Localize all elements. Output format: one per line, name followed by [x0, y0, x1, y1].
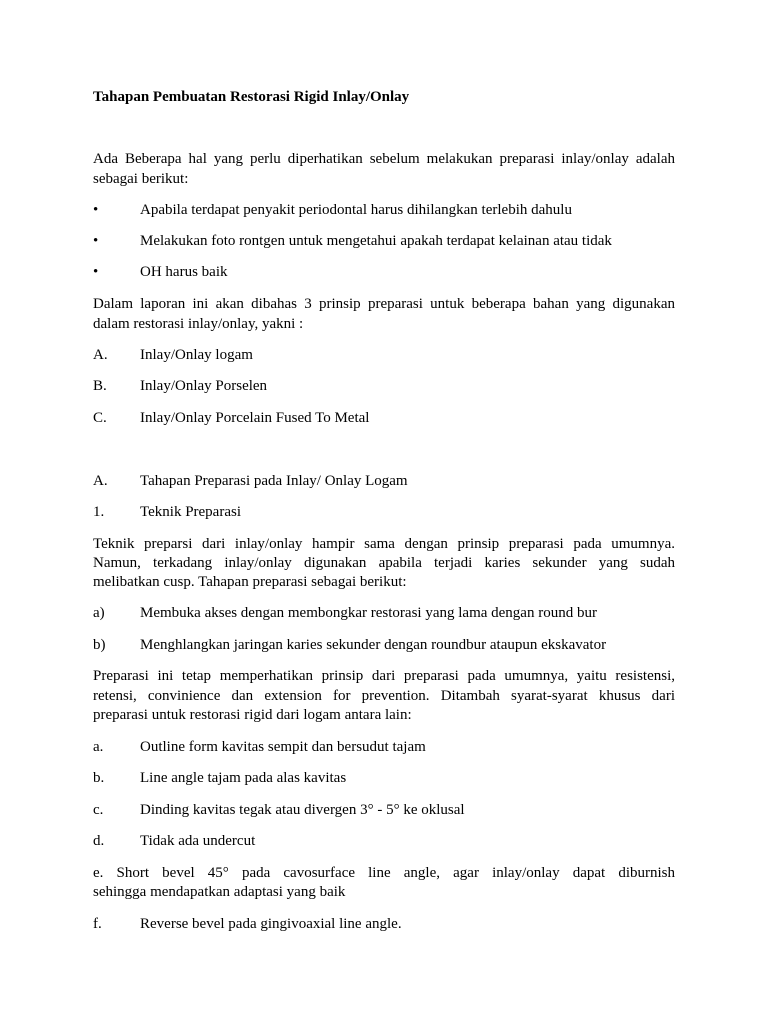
list-text-line-1: e. Short bevel 45° pada cavosurface line angle, agar inlay/onlay dapat diburnish: [93, 865, 675, 881]
list-text: Inlay/Onlay Porcelain Fused To Metal: [140, 410, 370, 426]
list-text: Inlay/Onlay Porselen: [140, 378, 268, 394]
list-marker: a.: [93, 739, 104, 755]
technique-paragraph-line-3: melibatkan cusp. Tahapan preparasi sebagai berikut:: [93, 574, 407, 590]
list-marker: A.: [93, 347, 108, 363]
principle-paragraph-line-2: retensi, convinience dan extension for prevention. Ditambah syarat-syarat khusus dari: [93, 688, 675, 704]
list-marker: d.: [93, 833, 105, 849]
list-text: Tidak ada undercut: [140, 833, 256, 849]
list-marker: c.: [93, 802, 104, 818]
bullet-text: Melakukan foto rontgen untuk mengetahui apakah terdapat kelainan atau tidak: [140, 233, 612, 249]
list-marker: f.: [93, 916, 102, 932]
section-marker: A.: [93, 473, 108, 489]
principle-paragraph-line-3: preparasi untuk restorasi rigid dari logam antara lain:: [93, 707, 412, 723]
list-text-line-2: sehingga mendapatkan adaptasi yang baik: [93, 884, 346, 900]
bullet-marker: •: [93, 264, 99, 280]
bullet-text: OH harus baik: [140, 264, 228, 280]
list-text: Outline form kavitas sempit dan bersudut tajam: [140, 739, 426, 755]
technique-paragraph-line-2: Namun, terkadang inlay/onlay digunakan apabila terjadi karies sekunder yang sudah: [93, 555, 675, 571]
section-title: Tahapan Preparasi pada Inlay/ Onlay Logam: [140, 473, 408, 489]
subsection-title: Teknik Preparasi: [140, 504, 242, 520]
technique-paragraph-line-1: Teknik preparsi dari inlay/onlay hampir sama dengan prinsip preparasi pada umumnya.: [93, 536, 675, 552]
list-text: Inlay/Onlay logam: [140, 347, 253, 363]
list-marker: b): [93, 637, 106, 653]
principle-paragraph-line-1: Preparasi ini tetap memperhatikan prinsip dari preparasi pada umumnya, yaitu resistensi,: [93, 668, 675, 684]
bullet-text: Apabila terdapat penyakit periodontal harus dihilangkan terlebih dahulu: [140, 202, 572, 218]
report-paragraph-line-1: Dalam laporan ini akan dibahas 3 prinsip preparasi untuk beberapa bahan yang digunakan: [93, 296, 675, 312]
list-text: Dinding kavitas tegak atau divergen 3° - 5° ke oklusal: [140, 802, 465, 818]
list-text: Line angle tajam pada alas kavitas: [140, 770, 347, 786]
intro-line-1: Ada Beberapa hal yang perlu diperhatikan sebelum melakukan preparasi inlay/onlay adalah: [93, 151, 675, 167]
list-marker: a): [93, 605, 105, 621]
list-text: Reverse bevel pada gingivoaxial line angle.: [140, 916, 402, 932]
bullet-marker: •: [93, 202, 99, 218]
list-marker: C.: [93, 410, 107, 426]
bullet-marker: •: [93, 233, 99, 249]
list-marker: b.: [93, 770, 105, 786]
list-text: Menghlangkan jaringan karies sekunder dengan roundbur ataupun ekskavator: [140, 637, 607, 653]
subsection-marker: 1.: [93, 504, 105, 520]
page-title: Tahapan Pembuatan Restorasi Rigid Inlay/Onlay: [93, 89, 410, 105]
list-text: Membuka akses dengan membongkar restorasi yang lama dengan round bur: [140, 605, 597, 621]
report-paragraph-line-2: dalam restorasi inlay/onlay, yakni :: [93, 316, 304, 332]
list-marker: B.: [93, 378, 107, 394]
intro-line-2: sebagai berikut:: [93, 171, 189, 187]
